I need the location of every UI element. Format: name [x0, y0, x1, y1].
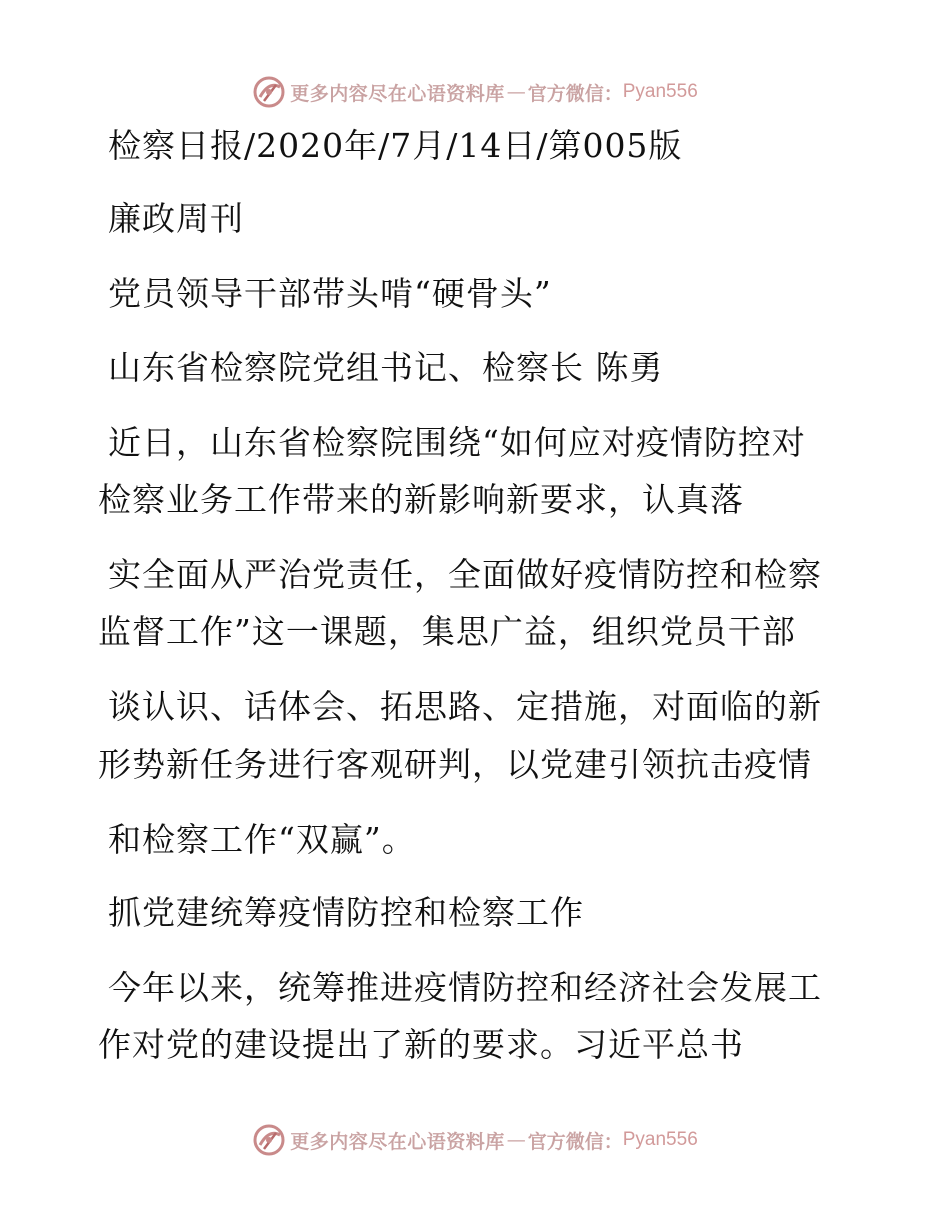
paragraph-line: 实全面从严治党责任，全面做好疫情防控和检察	[108, 555, 822, 594]
swirl-pen-logo-icon	[252, 1123, 286, 1157]
publication-line: 检察日报/2020年/7月/14日/第005版	[108, 126, 683, 165]
watermark-wechat-id: Pyan556	[622, 81, 698, 102]
watermark-separator: —	[506, 81, 526, 103]
column-name: 廉政周刊	[108, 199, 244, 238]
paragraph-line: 监督工作”这一课题，集思广益，组织党员干部	[98, 612, 796, 651]
paragraph-line: 作对党的建设提出了新的要求。习近平总书	[98, 1025, 744, 1064]
paragraph-line: 和检察工作“双赢”。	[108, 820, 416, 859]
paragraph-line: 形势新任务进行客观研判，以党建引领抗击疫情	[98, 745, 812, 784]
paragraph-line: 近日，山东省检察院围绕“如何应对疫情防控对	[108, 423, 806, 462]
author-line: 山东省检察院党组书记、检察长 陈勇	[108, 348, 664, 387]
watermark-wechat-label: 官方微信：	[527, 82, 623, 105]
paragraph-line: 今年以来，统筹推进疫情防控和经济社会发展工	[108, 968, 822, 1007]
section-heading: 抓党建统筹疫情防控和检察工作	[108, 893, 584, 932]
watermark-wechat-label: 官方微信：	[527, 1130, 623, 1153]
watermark-text: 更多内容尽在心语资料库	[290, 1130, 505, 1153]
watermark-separator: —	[506, 1129, 526, 1151]
watermark-banner-bottom	[0, 1118, 950, 1162]
watermark-wechat-id: Pyan556	[622, 1129, 698, 1150]
paragraph-line: 谈认识、话体会、拓思路、定措施，对面临的新	[108, 687, 822, 726]
paragraph-line: 检察业务工作带来的新影响新要求，认真落	[98, 480, 744, 519]
watermark-text: 更多内容尽在心语资料库	[290, 82, 505, 105]
article-title: 党员领导干部带头啃“硬骨头”	[108, 274, 552, 313]
